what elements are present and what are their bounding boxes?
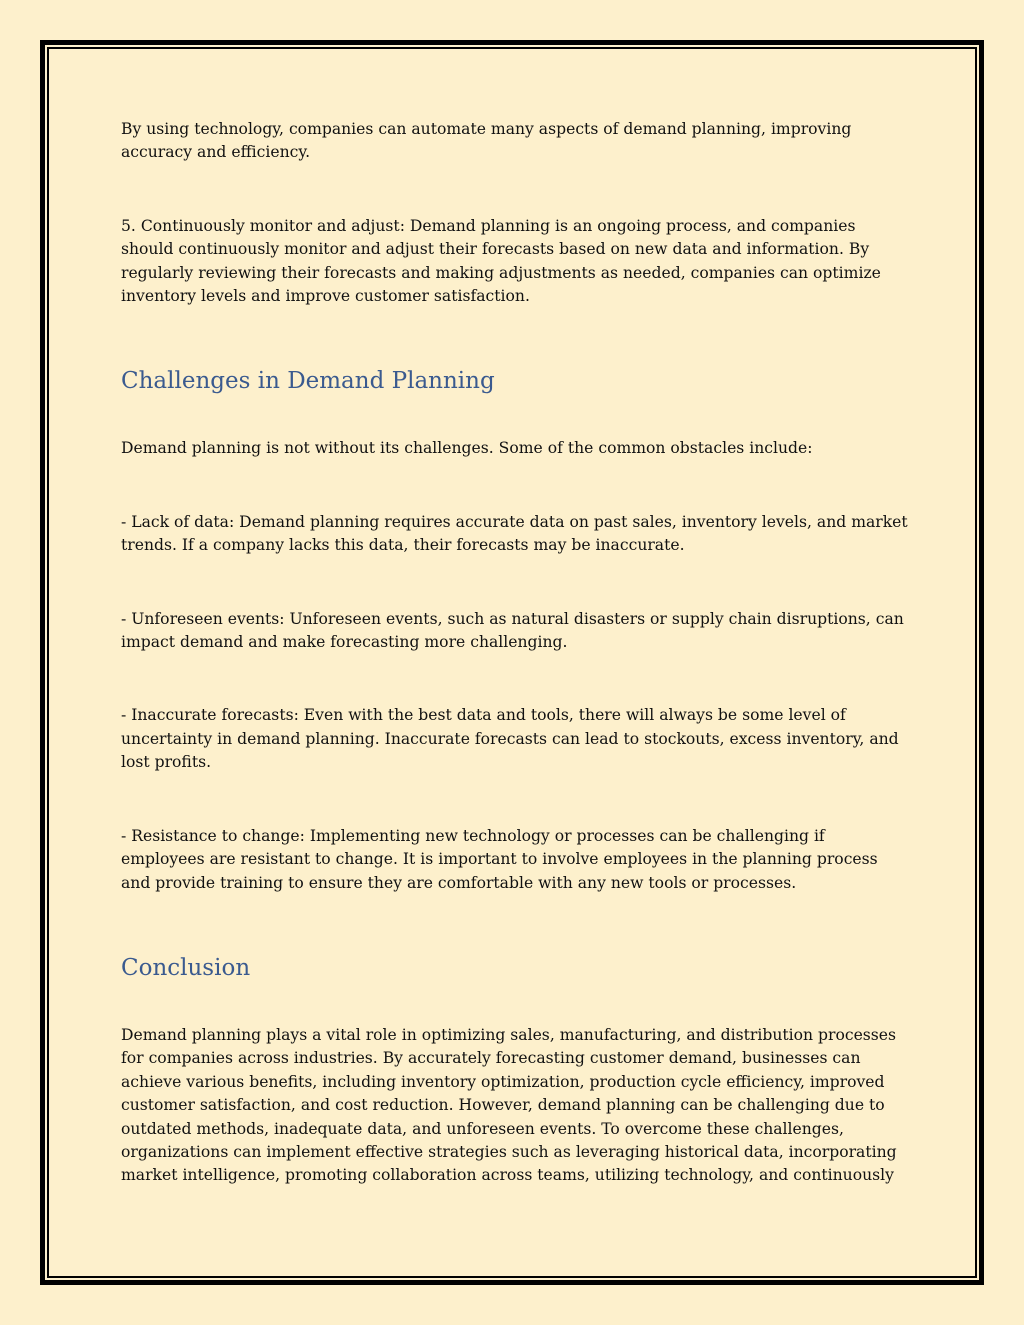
paragraph-monitor-adjust: 5. Continuously monitor and adjust: Demand planning is an ongoing process, and companies should continuously monitor and adjust their forecasts based on new data and information. By regularly reviewing their forecasts and making adjustments as needed, companies can optimize inventory levels and improve customer satisfaction.	[121, 216, 881, 306]
document-content	[121, 118, 911, 1188]
challenge-item-unforeseen-events: - Unforeseen events: Unforeseen events, such as natural disasters or supply chain disruptions, can impact demand and make forecasting more challenging.	[121, 609, 904, 652]
paragraph-conclusion: Demand planning plays a vital role in optimizing sales, manufacturing, and distribution processes for companies across industries. By accurately forecasting customer demand, businesses can achieve various benefits, including inventory optimization, production cycle efficiency, improved customer satisfaction, and cost reduction. However, demand planning can be challenging due to outdated methods, inadequate data, and unforeseen events. To overcome these challenges, organizations can implement effective strategies such as leveraging historical data, incorporating market intelligence, promoting collaboration across teams, utilizing technology, and continuously	[121, 1025, 897, 1185]
challenge-item-resistance-to-change: - Resistance to change: Implementing new technology or processes can be challenging if employees are resistant to change. It is important to involve employees in the planning process and provide training to ensure they are comfortable with any new tools or processes.	[121, 826, 878, 892]
heading-challenges: Challenges in Demand Planning	[121, 368, 495, 395]
heading-conclusion: Conclusion	[121, 954, 251, 981]
paragraph-challenges-intro: Demand planning is not without its challenges. Some of the common obstacles include:	[121, 439, 813, 458]
challenge-item-lack-of-data: - Lack of data: Demand planning requires accurate data on past sales, inventory levels, and market trends. If a company lacks this data, their forecasts may be inaccurate.	[121, 512, 908, 555]
challenge-item-inaccurate-forecasts: - Inaccurate forecasts: Even with the best data and tools, there will always be some level of uncertainty in demand planning. Inaccurate forecasts can lead to stockouts, excess inventory, and lost profits.	[121, 706, 899, 772]
paragraph-technology: By using technology, companies can automate many aspects of demand planning, improving accuracy and efficiency.	[121, 120, 852, 162]
